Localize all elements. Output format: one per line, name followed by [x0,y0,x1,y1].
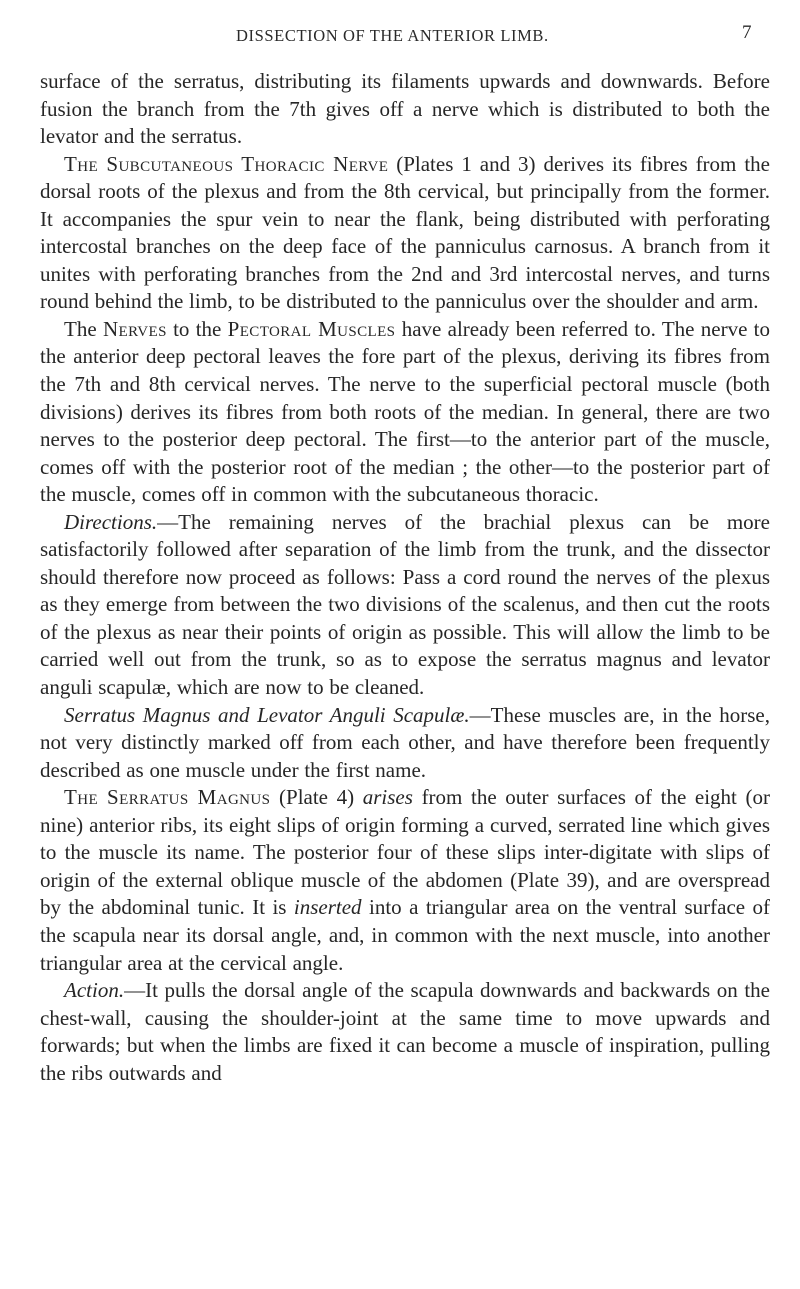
paragraph-4 [40,509,770,702]
heading-pectoral-muscles: Pectoral Muscles [227,316,396,341]
page-number: 7 [742,22,752,43]
heading-action: Action. [64,978,125,1003]
running-head: DISSECTION OF THE ANTERIOR LIMB. [236,26,549,45]
paragraph-6-text-a: (Plate 4) [270,785,363,810]
paragraph-3-lead: The [64,316,97,341]
heading-subcutaneous-thoracic-nerve: The Subcutaneous Thoracic Nerve [64,151,389,176]
paragraph-6-text-c: into a triangular area on the ventral surface of the scapula near its dorsal angle, and, in common with the next muscle, into another triangular area at the cervical angle. [40,895,770,975]
heading-serratus-magnus: The Serratus Magnus [64,785,271,810]
heading-directions: Directions. [64,509,158,534]
paragraph-7 [40,977,770,1087]
paragraph-4-text: —The remaining nerves of the brachial plexus can be more satisfactorily followed after separation of the limb from the trunk, and the dissector should therefore now proceed as follows: Pass a cord round the nerves of the plexus as they emerge from between the two divisions of the scalenus, and then cut the roots of the plexus as near their points of origin as possible. This will allow the limb to be carried well out from the trunk, so as to expose the serratus magnus and levator anguli scapulæ, which are now to be cleaned. [40,509,770,700]
paragraph-3-mid: to the [173,316,222,341]
term-inserted: inserted [293,895,362,920]
paragraph-3-text: have already been referred to. The nerve to the anterior deep pectoral leaves the fore part of the plexus, deriving its fibres from the 7th and 8th cervical nerves. The nerve to the superficial pectoral muscle (both divisions) derives its fibres from both roots of the median. In general, there are two nerves to the posterior deep pectoral. The first—to the anterior part of the muscle, comes off with the posterior root of the median ; the other—to the posterior part of the muscle, comes off in common with the subcutaneous thoracic. [40,316,770,507]
heading-nerves: Nerves [102,316,167,341]
page-body [40,68,770,1087]
paragraph-7-text: —It pulls the dorsal angle of the scapula downwards and backwards on the chest-wall, causing the shoulder-joint at the same time to move upwards and forwards; but when the limbs are fixed it can become a muscle of inspiration, pulling the ribs outwards and [40,978,770,1085]
paragraph-6-text-b: from the outer surfaces of the eight (or nine) anterior ribs, its eight slips of origin forming a curved, serrated line which gives to the muscle its name. The posterior four of these slips inter-digitate with slips of origin of the external oblique muscle of the abdomen (Plate 39), and are overspread by the abdominal tunic. It is [40,785,770,920]
paragraph-5 [40,702,770,785]
paragraph-1-text: surface of the serratus, distributing its filaments upwards and downwards. Before fusion the branch from the 7th gives off a nerve which is distributed to both the levator and the serratus. [40,69,770,149]
heading-serratus-levator: Serratus Magnus and Levator Anguli Scapulæ. [64,702,470,727]
paragraph-1 [40,68,770,151]
paragraph-3 [40,316,770,509]
paragraph-5-text: —These muscles are, in the horse, not very distinctly marked off from each other, and have therefore been frequently described as one muscle under the first name. [40,702,770,782]
paragraph-2-text: (Plates 1 and 3) derives its fibres from the dorsal roots of the plexus and from the 8th cervical, but principally from the former. It accompanies the spur vein to near the flank, being distributed with perforating intercostal branches on the deep face of the panniculus carnosus. A branch from it unites with perforating branches from the 2nd and 3rd intercostal nerves, and turns round behind the limb, to be distributed to the panniculus over the shoulder and arm. [40,151,770,314]
paragraph-6 [40,784,770,977]
paragraph-2 [40,151,770,316]
term-arises: arises [362,785,413,810]
